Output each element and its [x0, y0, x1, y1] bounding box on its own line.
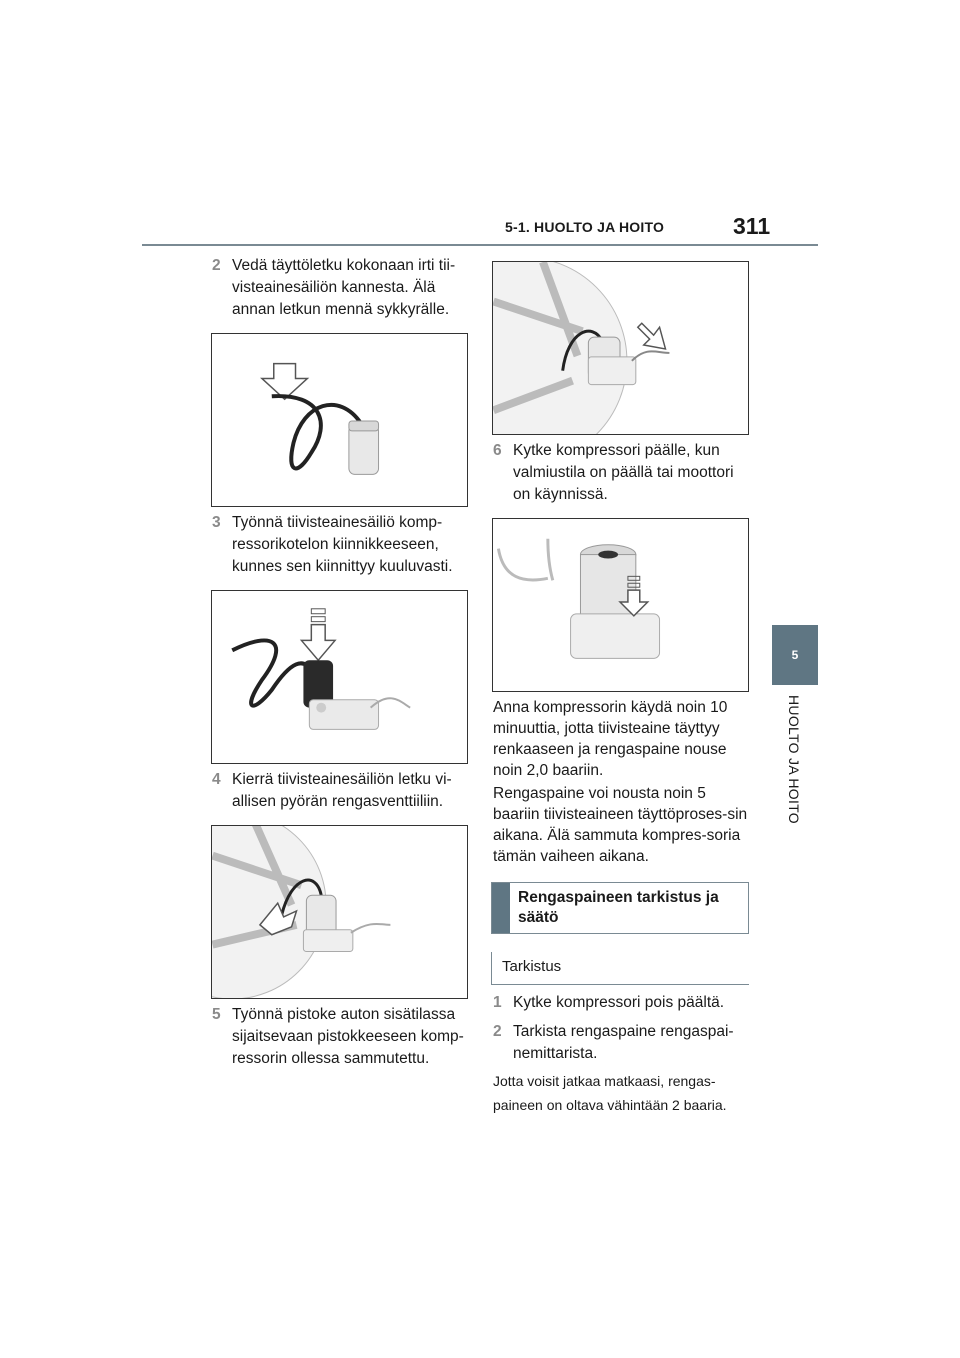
step-text: Tarkista rengaspaine rengaspai-nemittarista.	[513, 1023, 734, 1062]
chapter-side-label-wrap	[773, 695, 815, 845]
step-number: 2	[493, 1023, 502, 1040]
step-2	[212, 255, 467, 321]
heading-accent-bar	[492, 883, 510, 933]
wheel-compressor-plug-arrow-icon	[493, 262, 748, 434]
header-divider	[142, 244, 818, 246]
check-step-1	[493, 992, 749, 1014]
wheel-hose-arrow-icon	[212, 826, 467, 998]
step-number: 6	[493, 442, 502, 459]
step-number: 5	[212, 1006, 221, 1023]
section-heading-box	[491, 882, 749, 934]
section-heading: Rengaspaineen tarkistus ja säätö	[518, 889, 719, 926]
step-text: Kierrä tiivisteainesäiliön letku vi-allisen pyörän rengasventtiiliin.	[232, 771, 452, 810]
compressor-button-arrow-icon	[493, 519, 748, 691]
check-step-2	[493, 1021, 749, 1065]
step-6	[493, 440, 749, 506]
step-number: 3	[212, 514, 221, 531]
paragraph-compressor-run: Anna kompressorin käydä noin 10 minuuttia, jotta tiivisteaine täyttyy renkaaseen ja rengaspaine nouse noin 2,0 baariin.	[493, 699, 728, 779]
page-number: 311	[733, 213, 771, 239]
step-4	[212, 769, 467, 813]
paragraph-pressure-note: Rengaspaine voi nousta noin 5 baariin tiivisteaineen täyttöproses-sin aikana. Älä sammuta kompres-soria tämän vaiheen aikana.	[493, 785, 748, 865]
sealant-bottle-hose-arrow-icon	[212, 334, 467, 506]
subheading: Tarkistus	[502, 958, 562, 975]
running-header-section: 5-1. HUOLTO JA HOITO	[505, 219, 665, 235]
subheading-box	[491, 952, 749, 985]
final-note: Jotta voisit jatkaa matkaasi, rengas-paineen on oltava vähintään 2 baaria.	[493, 1073, 727, 1113]
step-number: 2	[212, 257, 221, 274]
step-text: Kytke kompressori päälle, kun valmiustila on päällä tai moottori on käynnissä.	[513, 442, 734, 503]
figure-compressor-on	[492, 518, 749, 692]
figure-hose-unwind	[211, 333, 468, 507]
figure-plug-in	[492, 261, 749, 435]
step-5	[212, 1004, 467, 1070]
step-text: Työnnä tiivisteainesäiliö komp-ressorikotelon kiinnikkeeseen, kunnes sen kiinnittyy kuuluvasti.	[232, 514, 453, 575]
chapter-side-label: HUOLTO JA HOITO	[786, 695, 802, 824]
step-3	[212, 512, 467, 578]
step-text: Työnnä pistoke auton sisätilassa sijaitsevaan pistokkeeseen komp-ressorin ollessa sammutettu.	[232, 1006, 464, 1067]
step-number: 4	[212, 771, 221, 788]
step-number: 1	[493, 994, 502, 1011]
figure-bottle-insert	[211, 590, 468, 764]
bottle-compressor-arrow-icon	[212, 591, 467, 763]
figure-valve-connect	[211, 825, 468, 999]
step-text: Kytke kompressori pois päältä.	[513, 994, 725, 1011]
step-text: Vedä täyttöletku kokonaan irti tii-visteainesäiliön kannesta. Älä annan letkun mennä sykkyrälle.	[232, 257, 456, 318]
chapter-tab: 5	[772, 625, 818, 685]
